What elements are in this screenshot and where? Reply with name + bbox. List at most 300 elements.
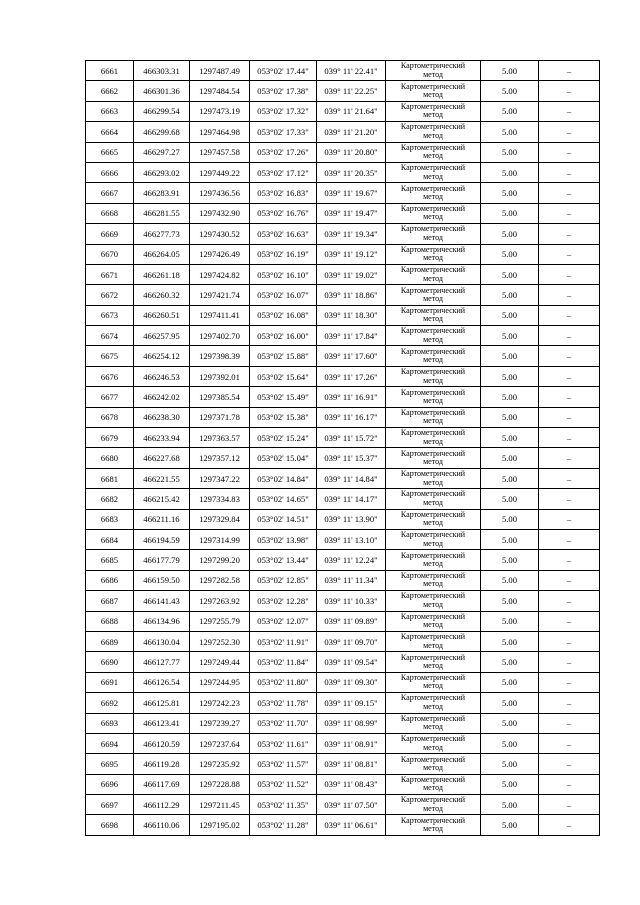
point-number-cell: 6661 <box>86 61 134 81</box>
method-cell <box>386 754 481 774</box>
point-number-cell: 6696 <box>86 774 134 794</box>
x-coordinate-cell: 466257.95 <box>134 326 190 346</box>
longitude-cell: 039° 11' 19.34" <box>317 224 386 244</box>
method-text: Картометрический <box>400 428 466 438</box>
note-cell: – <box>539 183 600 203</box>
longitude-cell: 039° 11' 15.72" <box>317 428 386 448</box>
table-row <box>86 326 600 346</box>
y-coordinate-cell: 1297436.56 <box>190 183 250 203</box>
method-text: Картометрический <box>400 142 466 152</box>
x-coordinate-cell: 466299.68 <box>134 122 190 142</box>
x-coordinate-cell: 466293.02 <box>134 162 190 182</box>
method-text: Картометрический <box>400 489 466 499</box>
accuracy-cell: 5.00 <box>481 509 539 529</box>
point-number-cell: 6679 <box>86 428 134 448</box>
method-text: метод <box>423 375 443 385</box>
method-text: Картометрический <box>400 611 466 621</box>
method-text: метод <box>423 640 443 650</box>
method-text: метод <box>423 762 443 772</box>
accuracy-cell: 5.00 <box>481 570 539 590</box>
note-cell: – <box>539 489 600 509</box>
method-cell <box>386 693 481 713</box>
y-coordinate-cell: 1297211.45 <box>190 795 250 815</box>
latitude-cell: 053°02' 13.98" <box>250 529 317 549</box>
longitude-cell: 039° 11' 09.30" <box>317 672 386 692</box>
note-cell: – <box>539 570 600 590</box>
accuracy-cell: 5.00 <box>481 611 539 631</box>
longitude-cell: 039° 11' 21.64" <box>317 101 386 121</box>
method-text: метод <box>423 599 443 609</box>
latitude-cell: 053°02' 16.00" <box>250 326 317 346</box>
point-number-cell: 6669 <box>86 224 134 244</box>
method-text: метод <box>423 436 443 446</box>
method-text: метод <box>423 130 443 140</box>
latitude-cell: 053°02' 17.12" <box>250 162 317 182</box>
table-row <box>86 795 600 815</box>
accuracy-cell: 5.00 <box>481 713 539 733</box>
method-text: Картометрический <box>400 693 466 703</box>
point-number-cell: 6664 <box>86 122 134 142</box>
y-coordinate-cell: 1297430.52 <box>190 224 250 244</box>
longitude-cell: 039° 11' 17.26" <box>317 366 386 386</box>
y-coordinate-cell: 1297239.27 <box>190 713 250 733</box>
latitude-cell: 053°02' 11.28" <box>250 815 317 835</box>
point-number-cell: 6683 <box>86 509 134 529</box>
longitude-cell: 039° 11' 19.47" <box>317 203 386 223</box>
x-coordinate-cell: 466233.94 <box>134 428 190 448</box>
table-row <box>86 142 600 162</box>
method-text: Картометрический <box>400 530 466 540</box>
x-coordinate-cell: 466283.91 <box>134 183 190 203</box>
y-coordinate-cell: 1297357.12 <box>190 448 250 468</box>
method-text: Картометрический <box>400 244 466 254</box>
method-text: Картометрический <box>400 734 466 744</box>
method-cell <box>386 264 481 284</box>
x-coordinate-cell: 466297.27 <box>134 142 190 162</box>
method-cell <box>386 183 481 203</box>
x-coordinate-cell: 466130.04 <box>134 631 190 651</box>
point-number-cell: 6662 <box>86 81 134 101</box>
coordinates-table <box>85 60 600 836</box>
point-number-cell: 6692 <box>86 693 134 713</box>
method-text: Картометрический <box>400 265 466 275</box>
latitude-cell: 053°02' 15.64" <box>250 366 317 386</box>
accuracy-cell: 5.00 <box>481 183 539 203</box>
point-number-cell: 6695 <box>86 754 134 774</box>
table-row <box>86 672 600 692</box>
accuracy-cell: 5.00 <box>481 366 539 386</box>
latitude-cell: 053°02' 15.88" <box>250 346 317 366</box>
method-text: Картометрический <box>400 673 466 682</box>
note-cell: – <box>539 407 600 427</box>
accuracy-cell: 5.00 <box>481 754 539 774</box>
latitude-cell: 053°02' 13.44" <box>250 550 317 570</box>
accuracy-cell: 5.00 <box>481 407 539 427</box>
table-row <box>86 448 600 468</box>
method-text: метод <box>423 477 443 487</box>
table-row <box>86 591 600 611</box>
method-cell <box>386 61 481 81</box>
table-row <box>86 162 600 182</box>
point-number-cell: 6681 <box>86 468 134 488</box>
point-number-cell: 6666 <box>86 162 134 182</box>
point-number-cell: 6672 <box>86 285 134 305</box>
method-cell <box>386 142 481 162</box>
accuracy-cell: 5.00 <box>481 795 539 815</box>
note-cell: – <box>539 142 600 162</box>
method-text: метод <box>423 579 443 589</box>
longitude-cell: 039° 11' 19.67" <box>317 183 386 203</box>
latitude-cell: 053°02' 14.65" <box>250 489 317 509</box>
note-cell: – <box>539 631 600 651</box>
y-coordinate-cell: 1297371.78 <box>190 407 250 427</box>
method-text: Картометрический <box>400 285 466 295</box>
method-text: метод <box>423 661 443 671</box>
accuracy-cell: 5.00 <box>481 550 539 570</box>
accuracy-cell: 5.00 <box>481 305 539 325</box>
x-coordinate-cell: 466159.50 <box>134 570 190 590</box>
method-text: Картометрический <box>400 713 466 723</box>
method-text: метод <box>423 559 443 569</box>
table-row <box>86 489 600 509</box>
y-coordinate-cell: 1297314.99 <box>190 529 250 549</box>
longitude-cell: 039° 11' 11.34" <box>317 570 386 590</box>
table-row <box>86 529 600 549</box>
table-row <box>86 264 600 284</box>
y-coordinate-cell: 1297449.22 <box>190 162 250 182</box>
point-number-cell: 6698 <box>86 815 134 835</box>
method-cell <box>386 733 481 753</box>
table-row <box>86 774 600 794</box>
note-cell: – <box>539 162 600 182</box>
longitude-cell: 039° 11' 16.17" <box>317 407 386 427</box>
note-cell: – <box>539 672 600 692</box>
note-cell: – <box>539 346 600 366</box>
note-cell: – <box>539 611 600 631</box>
y-coordinate-cell: 1297255.79 <box>190 611 250 631</box>
method-text: метод <box>423 722 443 732</box>
method-text: метод <box>423 620 443 630</box>
method-text: Картометрический <box>400 448 466 458</box>
accuracy-cell: 5.00 <box>481 285 539 305</box>
accuracy-cell: 5.00 <box>481 224 539 244</box>
longitude-cell: 039° 11' 09.89" <box>317 611 386 631</box>
accuracy-cell: 5.00 <box>481 326 539 346</box>
latitude-cell: 053°02' 16.08" <box>250 305 317 325</box>
table-row <box>86 570 600 590</box>
note-cell: – <box>539 733 600 753</box>
accuracy-cell: 5.00 <box>481 264 539 284</box>
y-coordinate-cell: 1297421.74 <box>190 285 250 305</box>
method-text: Картометрический <box>400 509 466 519</box>
x-coordinate-cell: 466125.81 <box>134 693 190 713</box>
note-cell: – <box>539 203 600 223</box>
y-coordinate-cell: 1297334.83 <box>190 489 250 509</box>
point-number-cell: 6680 <box>86 448 134 468</box>
method-cell <box>386 346 481 366</box>
method-cell <box>386 224 481 244</box>
point-number-cell: 6690 <box>86 652 134 672</box>
longitude-cell: 039° 11' 22.25" <box>317 81 386 101</box>
table-row <box>86 244 600 264</box>
longitude-cell: 039° 11' 18.30" <box>317 305 386 325</box>
method-cell <box>386 448 481 468</box>
longitude-cell: 039° 11' 21.20" <box>317 122 386 142</box>
note-cell: – <box>539 754 600 774</box>
note-cell: – <box>539 264 600 284</box>
latitude-cell: 053°02' 16.63" <box>250 224 317 244</box>
accuracy-cell: 5.00 <box>481 693 539 713</box>
table-row <box>86 733 600 753</box>
method-text: метод <box>423 69 443 79</box>
accuracy-cell: 5.00 <box>481 733 539 753</box>
y-coordinate-cell: 1297347.22 <box>190 468 250 488</box>
note-cell: – <box>539 387 600 407</box>
method-cell <box>386 550 481 570</box>
latitude-cell: 053°02' 14.51" <box>250 509 317 529</box>
y-coordinate-cell: 1297385.54 <box>190 387 250 407</box>
x-coordinate-cell: 466112.29 <box>134 795 190 815</box>
latitude-cell: 053°02' 16.07" <box>250 285 317 305</box>
method-text: Картометрический <box>400 795 466 805</box>
method-text: Картометрический <box>400 815 466 825</box>
latitude-cell: 053°02' 12.85" <box>250 570 317 590</box>
method-text: метод <box>423 253 443 263</box>
note-cell: – <box>539 61 600 81</box>
method-cell <box>386 468 481 488</box>
table-row <box>86 346 600 366</box>
x-coordinate-cell: 466242.02 <box>134 387 190 407</box>
method-cell <box>386 326 481 346</box>
point-number-cell: 6663 <box>86 101 134 121</box>
y-coordinate-cell: 1297237.64 <box>190 733 250 753</box>
x-coordinate-cell: 466254.12 <box>134 346 190 366</box>
x-coordinate-cell: 466277.73 <box>134 224 190 244</box>
x-coordinate-cell: 466110.06 <box>134 815 190 835</box>
table-row <box>86 611 600 631</box>
method-cell <box>386 285 481 305</box>
table-row <box>86 122 600 142</box>
method-cell <box>386 101 481 121</box>
method-text: метод <box>423 334 443 344</box>
method-text: метод <box>423 273 443 283</box>
latitude-cell: 053°02' 11.52" <box>250 774 317 794</box>
accuracy-cell: 5.00 <box>481 162 539 182</box>
method-text: метод <box>423 457 443 467</box>
accuracy-cell: 5.00 <box>481 61 539 81</box>
table-row <box>86 693 600 713</box>
latitude-cell: 053°02' 12.28" <box>250 591 317 611</box>
method-cell <box>386 611 481 631</box>
note-cell: – <box>539 285 600 305</box>
latitude-cell: 053°02' 16.19" <box>250 244 317 264</box>
method-cell <box>386 509 481 529</box>
method-text: Картометрический <box>400 346 466 356</box>
method-text: метод <box>423 701 443 711</box>
point-number-cell: 6685 <box>86 550 134 570</box>
note-cell: – <box>539 591 600 611</box>
method-cell <box>386 489 481 509</box>
y-coordinate-cell: 1297244.95 <box>190 672 250 692</box>
method-cell <box>386 203 481 223</box>
table-row <box>86 305 600 325</box>
y-coordinate-cell: 1297424.82 <box>190 264 250 284</box>
table-row <box>86 428 600 448</box>
method-text: метод <box>423 783 443 793</box>
method-text: метод <box>423 314 443 324</box>
method-cell <box>386 81 481 101</box>
method-cell <box>386 122 481 142</box>
method-text: метод <box>423 395 443 405</box>
table-row <box>86 754 600 774</box>
latitude-cell: 053°02' 15.04" <box>250 448 317 468</box>
accuracy-cell: 5.00 <box>481 468 539 488</box>
point-number-cell: 6671 <box>86 264 134 284</box>
point-number-cell: 6691 <box>86 672 134 692</box>
accuracy-cell: 5.00 <box>481 652 539 672</box>
method-text: метод <box>423 824 443 834</box>
method-cell <box>386 672 481 692</box>
point-number-cell: 6678 <box>86 407 134 427</box>
method-cell <box>386 162 481 182</box>
longitude-cell: 039° 11' 10.33" <box>317 591 386 611</box>
method-cell <box>386 570 481 590</box>
x-coordinate-cell: 466261.18 <box>134 264 190 284</box>
x-coordinate-cell: 466141.43 <box>134 591 190 611</box>
y-coordinate-cell: 1297249.44 <box>190 652 250 672</box>
x-coordinate-cell: 466117.69 <box>134 774 190 794</box>
note-cell: – <box>539 774 600 794</box>
x-coordinate-cell: 466126.54 <box>134 672 190 692</box>
method-text: метод <box>423 518 443 528</box>
y-coordinate-cell: 1297426.49 <box>190 244 250 264</box>
method-text: Картометрический <box>400 183 466 193</box>
point-number-cell: 6668 <box>86 203 134 223</box>
longitude-cell: 039° 11' 07.50" <box>317 795 386 815</box>
table-row <box>86 652 600 672</box>
note-cell: – <box>539 713 600 733</box>
longitude-cell: 039° 11' 13.90" <box>317 509 386 529</box>
longitude-cell: 039° 11' 12.24" <box>317 550 386 570</box>
method-cell <box>386 366 481 386</box>
longitude-cell: 039° 11' 13.10" <box>317 529 386 549</box>
method-text: Картометрический <box>400 774 466 784</box>
x-coordinate-cell: 466221.55 <box>134 468 190 488</box>
accuracy-cell: 5.00 <box>481 591 539 611</box>
method-text: Картометрический <box>400 550 466 560</box>
x-coordinate-cell: 466120.59 <box>134 733 190 753</box>
point-number-cell: 6675 <box>86 346 134 366</box>
method-cell <box>386 815 481 835</box>
note-cell: – <box>539 529 600 549</box>
latitude-cell: 053°02' 14.84" <box>250 468 317 488</box>
point-number-cell: 6697 <box>86 795 134 815</box>
method-text: метод <box>423 293 443 303</box>
table-row <box>86 81 600 101</box>
table-row <box>86 285 600 305</box>
latitude-cell: 053°02' 17.44" <box>250 61 317 81</box>
method-text: Картометрический <box>400 224 466 234</box>
table-row <box>86 468 600 488</box>
point-number-cell: 6670 <box>86 244 134 264</box>
note-cell: – <box>539 693 600 713</box>
method-text: Картометрический <box>400 61 466 71</box>
longitude-cell: 039° 11' 17.60" <box>317 346 386 366</box>
longitude-cell: 039° 11' 08.43" <box>317 774 386 794</box>
latitude-cell: 053°02' 15.24" <box>250 428 317 448</box>
y-coordinate-cell: 1297242.23 <box>190 693 250 713</box>
latitude-cell: 053°02' 11.80" <box>250 672 317 692</box>
method-cell <box>386 529 481 549</box>
note-cell: – <box>539 366 600 386</box>
method-text: Картометрический <box>400 469 466 479</box>
method-text: Картометрический <box>400 326 466 336</box>
method-text: метод <box>423 171 443 181</box>
x-coordinate-cell: 466211.16 <box>134 509 190 529</box>
accuracy-cell: 5.00 <box>481 346 539 366</box>
y-coordinate-cell: 1297329.84 <box>190 509 250 529</box>
latitude-cell: 053°02' 17.26" <box>250 142 317 162</box>
point-number-cell: 6676 <box>86 366 134 386</box>
x-coordinate-cell: 466119.28 <box>134 754 190 774</box>
latitude-cell: 053°02' 11.57" <box>250 754 317 774</box>
point-number-cell: 6686 <box>86 570 134 590</box>
longitude-cell: 039° 11' 16.91" <box>317 387 386 407</box>
method-text: метод <box>423 681 443 691</box>
x-coordinate-cell: 466215.42 <box>134 489 190 509</box>
method-text: метод <box>423 355 443 365</box>
table-row <box>86 203 600 223</box>
longitude-cell: 039° 11' 19.02" <box>317 264 386 284</box>
longitude-cell: 039° 11' 18.86" <box>317 285 386 305</box>
accuracy-cell: 5.00 <box>481 142 539 162</box>
y-coordinate-cell: 1297282.58 <box>190 570 250 590</box>
point-number-cell: 6674 <box>86 326 134 346</box>
accuracy-cell: 5.00 <box>481 244 539 264</box>
x-coordinate-cell: 466264.05 <box>134 244 190 264</box>
accuracy-cell: 5.00 <box>481 101 539 121</box>
table-row <box>86 101 600 121</box>
table-row <box>86 631 600 651</box>
point-number-cell: 6689 <box>86 631 134 651</box>
method-cell <box>386 591 481 611</box>
method-cell <box>386 387 481 407</box>
x-coordinate-cell: 466238.30 <box>134 407 190 427</box>
note-cell: – <box>539 305 600 325</box>
x-coordinate-cell: 466301.36 <box>134 81 190 101</box>
point-number-cell: 6687 <box>86 591 134 611</box>
latitude-cell: 053°02' 11.35" <box>250 795 317 815</box>
table-row <box>86 61 600 81</box>
table-row <box>86 550 600 570</box>
latitude-cell: 053°02' 16.76" <box>250 203 317 223</box>
x-coordinate-cell: 466123.41 <box>134 713 190 733</box>
method-cell <box>386 305 481 325</box>
note-cell: – <box>539 81 600 101</box>
note-cell: – <box>539 448 600 468</box>
longitude-cell: 039° 11' 22.41" <box>317 61 386 81</box>
y-coordinate-cell: 1297398.39 <box>190 346 250 366</box>
table-row <box>86 713 600 733</box>
y-coordinate-cell: 1297363.57 <box>190 428 250 448</box>
method-text: Картометрический <box>400 122 466 132</box>
note-cell: – <box>539 326 600 346</box>
method-text: метод <box>423 803 443 813</box>
longitude-cell: 039° 11' 09.54" <box>317 652 386 672</box>
latitude-cell: 053°02' 16.83" <box>250 183 317 203</box>
point-number-cell: 6665 <box>86 142 134 162</box>
method-text: метод <box>423 90 443 100</box>
